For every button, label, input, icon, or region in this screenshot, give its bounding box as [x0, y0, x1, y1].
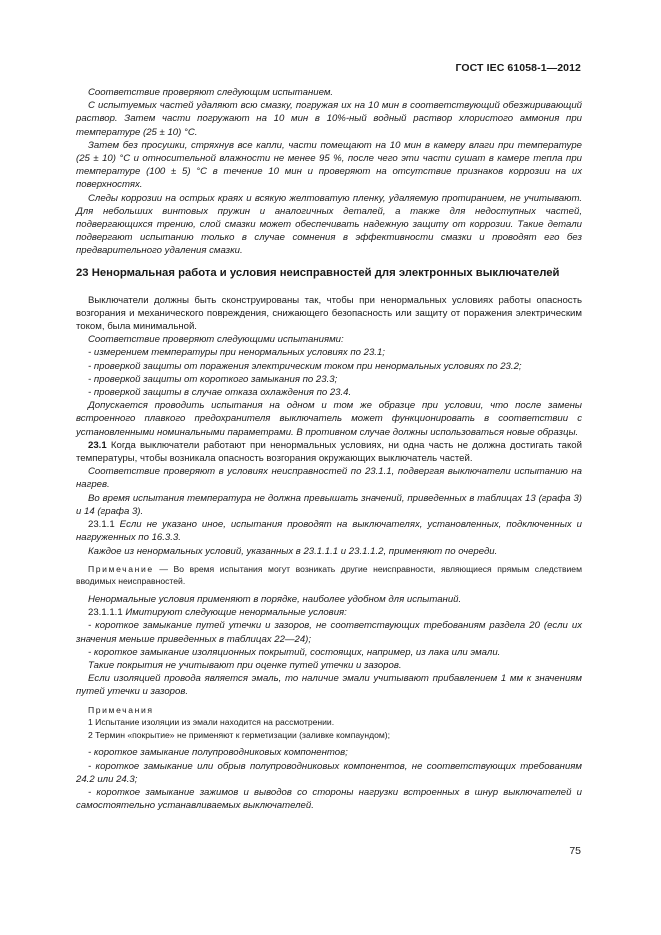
paragraph: Соответствие проверяют следующими испытаниями:: [88, 334, 344, 346]
note-item: 2 Термин «покрытие» не применяют к герметизации (заливке компаундом);: [88, 729, 391, 740]
clause-text: Имитируют следующие ненормальные условия:: [125, 607, 347, 619]
paragraph: Такие покрытия не учитывают при оценке путей утечки и зазоров.: [88, 659, 402, 671]
list-item: - проверкой защиты от поражения электрическим током при ненормальных условиях по 23.2;: [88, 360, 522, 372]
page-number: 75: [569, 845, 581, 857]
clause-number: 23.1.1: [88, 519, 115, 531]
paragraph: [76, 606, 582, 619]
clause-text: Если не указано иное, испытания проводят на выключателях, установленных, подключенных и нагруженных по 16.3.3.: [76, 519, 582, 544]
paragraph: Соответствие проверяют в условиях неисправностей по 23.1.1, подвергая выключатели испытанию на нагрев.: [76, 466, 582, 491]
list-item: - короткое замыкание путей утечки и зазоров, не соответствующих требованиям раздела 20 (если их значения меньше приведенных в таблицах 22—24);: [76, 620, 582, 645]
list-item: - короткое замыкание или обрыв полупроводниковых компонентов, не соответствующих требованиям 24.2 или 24.3;: [76, 760, 582, 785]
standard-header: ГОСТ IEC 61058-1—2012: [455, 62, 581, 74]
note: [76, 563, 582, 588]
paragraph: Если изоляцией провода является эмаль, то наличие эмали учитывают прибавлением 1 мм к значениям путей утечки и зазоров.: [76, 673, 582, 698]
clause-number: 23.1: [88, 439, 107, 451]
note-label: Примечание: [88, 563, 154, 574]
list-item: - короткое замыкание полупроводниковых компонентов;: [88, 747, 348, 759]
section-title: 23 Ненормальная работа и условия неисправностей для электронных выключателей: [76, 266, 560, 279]
list-item: - проверкой защиты в случае отказа охлаждения по 23.4.: [88, 387, 352, 399]
paragraph: Затем без просушки, стряхнув все капли, части помещают на 10 мин в камеру влаги при температуре (25 ± 10) °С и относительной влажности не менее 95 %, после чего эти части сушат в камере тепла при температуре (100 ± 5) °С в течение 10 мин и проверяют на отсутствие признаков коррозии на их поверхностях.: [76, 139, 582, 191]
notes-label: Примечания: [88, 704, 154, 715]
list-item: - короткое замыкание зажимов и выводов со стороны нагрузки встроенных в шнур выключателей и самостоятельно устанавливаемых выключателей.: [76, 786, 582, 812]
list-item: - измерением температуры при ненормальных условиях по 23.1;: [88, 347, 385, 359]
paragraph: [76, 518, 582, 544]
paragraph: Каждое из ненормальных условий, указанных в 23.1.1.1 и 23.1.1.2, применяют по очереди.: [88, 545, 498, 557]
list-item: - короткое замыкание изоляционных покрытий, состоящих, например, из лака или эмали.: [88, 646, 501, 658]
list-item: - проверкой защиты от короткого замыкания по 23.3;: [88, 373, 338, 385]
note-text: — Во время испытания могут возникать другие неисправности, являющиеся прямым следствием вводимых неисправностей.: [76, 563, 582, 587]
clause-text: Когда выключатели работают при ненормальных условиях, ни одна часть не должна достигать такой температуры, чтобы возникала опасность возгорания окружающих выключатель частей.: [76, 439, 582, 465]
paragraph: С испытуемых частей удаляют всю смазку, погружая их на 10 мин в соответствующий обезжиривающий раствор. Затем части погружают на 10 мин в 10%-ный водный раствор хлористого аммония при температуре (25 ± 10) °С.: [76, 100, 582, 138]
paragraph: Выключатели должны быть сконструированы так, чтобы при ненормальных условиях работы опасность возгорания и механического повреждения, снижающего безопасность или защиту от поражения электрическим током, была минимальной.: [76, 294, 582, 333]
note-item: 1 Испытание изоляции из эмали находится на рассмотрении.: [88, 717, 335, 728]
clause-number: 23.1.1.1: [88, 607, 123, 619]
paragraph: Ненормальные условия применяют в порядке, наиболее удобном для испытаний.: [88, 593, 462, 605]
paragraph: Соответствие проверяют следующим испытанием.: [88, 87, 334, 98]
paragraph: [76, 439, 582, 465]
paragraph: Следы коррозии на острых краях и всякую желтоватую пленку, удаляемую протиранием, не учитывают. Для небольших винтовых пружин и аналогичных деталей, а также для недоступных частей, подвергающихся трению, слой смазки может обеспечивать надежную защиту от коррозии. Такие детали подвергают испытанию только в случае сомнения в эффективности смазки и проводят его без предварительного удаления смазки.: [76, 192, 582, 257]
paragraph: Допускается проводить испытания на одном и том же образце при условии, что после замены встроенного плавкого предохранителя выключатель может функционировать в соответствии с установленными номинальными параметрами. В противном случае должны использоваться новые образцы.: [76, 400, 582, 438]
paragraph: Во время испытания температура не должна превышать значений, приведенных в таблицах 13 (графа 3) и 14 (графа 3).: [76, 492, 582, 517]
document-body: [76, 86, 582, 812]
